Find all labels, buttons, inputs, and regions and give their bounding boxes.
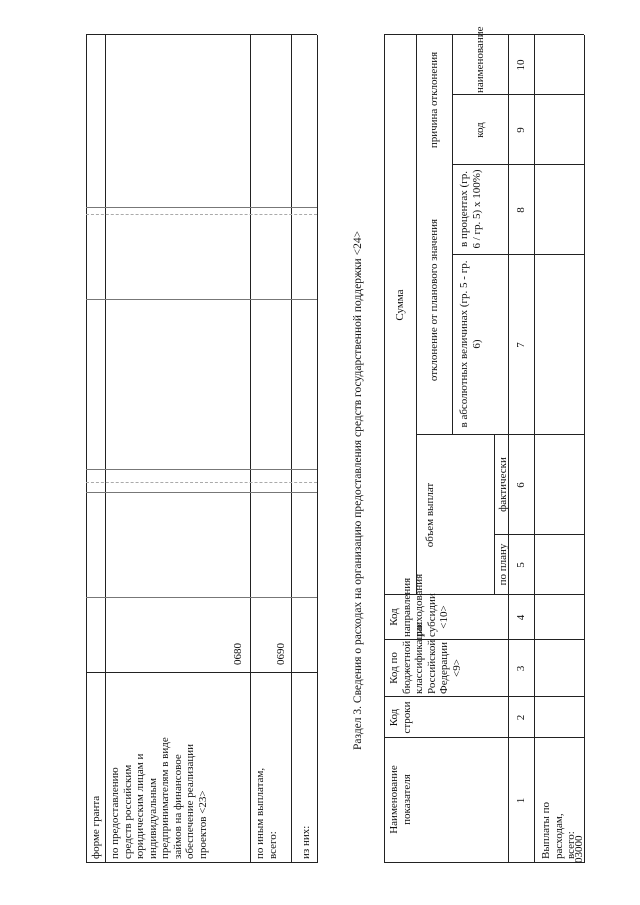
- header-volume: объем выплат: [424, 482, 436, 548]
- col-number: 8: [515, 207, 527, 213]
- col-number: 1: [515, 797, 527, 804]
- col-number: 4: [515, 614, 527, 621]
- header-name: Наименование показателя: [388, 765, 413, 834]
- col-number: 10: [515, 59, 527, 71]
- col-number: 2: [515, 714, 527, 721]
- row-label: Выплаты по расходам, всего:: [540, 801, 577, 859]
- col-number: 7: [515, 342, 527, 348]
- row-code: 0690: [275, 643, 287, 665]
- header-reason: причина отклонения: [428, 51, 440, 149]
- header-plan: по плану: [497, 543, 509, 586]
- col-number: 5: [515, 562, 527, 568]
- header-reason-name: наименование: [474, 26, 486, 93]
- header-line-code: Код строки: [388, 701, 413, 734]
- col-number: 3: [515, 665, 527, 672]
- header-sum: Сумма: [394, 289, 406, 321]
- section-title: Раздел 3. Сведения о расходах на организацию предоставления средств государственной поддержки <24>: [352, 230, 364, 750]
- row-code: 0680: [232, 643, 244, 665]
- header-budget-code: Код по бюджетной классификации Российской Федерации <9>: [388, 621, 463, 694]
- row-label: по иным выплатам, всего:: [254, 767, 279, 859]
- header-reason-code: код: [474, 122, 486, 138]
- header-deviation: отклонение от планового значения: [428, 218, 440, 382]
- row-label: по предоставлению средств российским юридическим лицам и индивидуальным предпринимателям в виде займов на финансовое обеспечение реализации проектов <23>: [109, 737, 209, 859]
- row-code: 03000: [573, 835, 585, 863]
- header-direction-code: Код направления расходования субсидии <10>: [388, 573, 450, 637]
- header-abs: в абсолютных величинах (гр. 5 - гр. 6): [458, 260, 483, 428]
- row-label: из них:: [300, 825, 312, 859]
- header-fact: фактически: [497, 457, 509, 512]
- col-number: 9: [515, 127, 527, 133]
- header-pct: в процентах (гр. 6 / гр. 5) x 100%): [458, 169, 483, 249]
- col-number: 6: [515, 482, 527, 488]
- row-label: форме гранта: [90, 795, 102, 859]
